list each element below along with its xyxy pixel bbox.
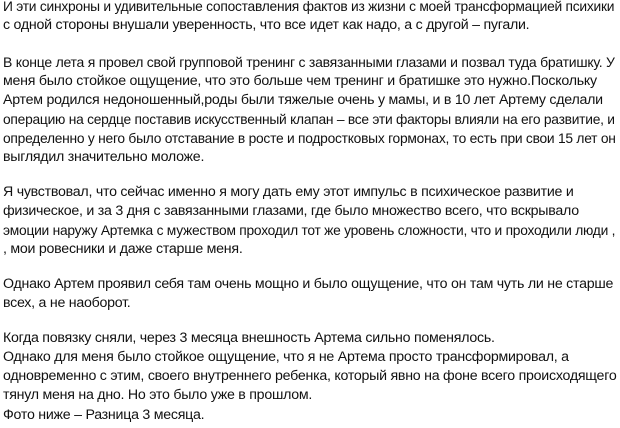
- paragraph-3-line-1: Я чувствовал, что сейчас именно я могу дать ему этот импульс в психическое развитие и: [3, 184, 574, 200]
- paragraph-5-line-3: одновременно с этим, своего внутреннего ребенка, который явно на фоне всего происходящего: [3, 368, 617, 384]
- paragraph-2-line-1: В конце лета я провел свой групповой тренинг с завязанными глазами и позвал туда братишку. У: [3, 54, 615, 70]
- paragraph-2-line-4: операцию на сердце поставив искусственный клапан – все эти факторы влияли на его развитие, и: [3, 112, 615, 127]
- paragraph-5-line-1: Когда повязку сняли, через 3 месяца внешность Артема сильно поменялось.: [3, 330, 495, 346]
- paragraph-3-line-2: физическое, и за 3 дня с завязанными глазами, где было множество всего, что вскрывало: [3, 203, 579, 219]
- paragraph-2-line-3: Артем родился недоношенный,роды были тяжелые очень у мамы, и в 10 лет Артему сделали: [3, 92, 603, 108]
- paragraph-2-line-5: определенно у него было отставание в росте и подростковых гормонах, то есть при свои 15 лет он: [3, 131, 616, 146]
- paragraph-3-line-3: эмоции наружу Артемка с мужеством проходил тот же уровень сложности, что и проходили люди ,: [3, 223, 616, 238]
- paragraph-2-line-6: выглядил значительно моложе.: [3, 149, 205, 165]
- paragraph-1-line-2: с одной стороны внушали уверенность, что все идет как надо, а с другой – пугали.: [3, 17, 530, 33]
- paragraph-1-line-1: И эти синхроны и удивительные сопоставления фактов из жизни с моей трансформацией психики: [3, 0, 615, 14]
- paragraph-2-line-2: меня было стойкое ощущение, что это больше чем тренинг и братишке это нужно.Поскольку: [3, 73, 597, 89]
- paragraph-4-line-2: всех, а не наоборот.: [3, 295, 131, 311]
- paragraph-5-line-2: Однако для меня было стойкое ощущение, что я не Артема просто трансформировал, а: [3, 349, 569, 365]
- paragraph-6-line-1: Фото ниже – Разница 3 месяца.: [3, 407, 205, 423]
- paragraph-4-line-1: Однако Артем проявил себя там очень мощно и было ощущение, что он там чуть ли не старше: [3, 276, 614, 292]
- paragraph-3-line-4: , мои ровесники и даже старше меня.: [3, 241, 243, 257]
- paragraph-5-line-4: тянул меня на дно. Но это было уже в прошлом.: [3, 387, 313, 403]
